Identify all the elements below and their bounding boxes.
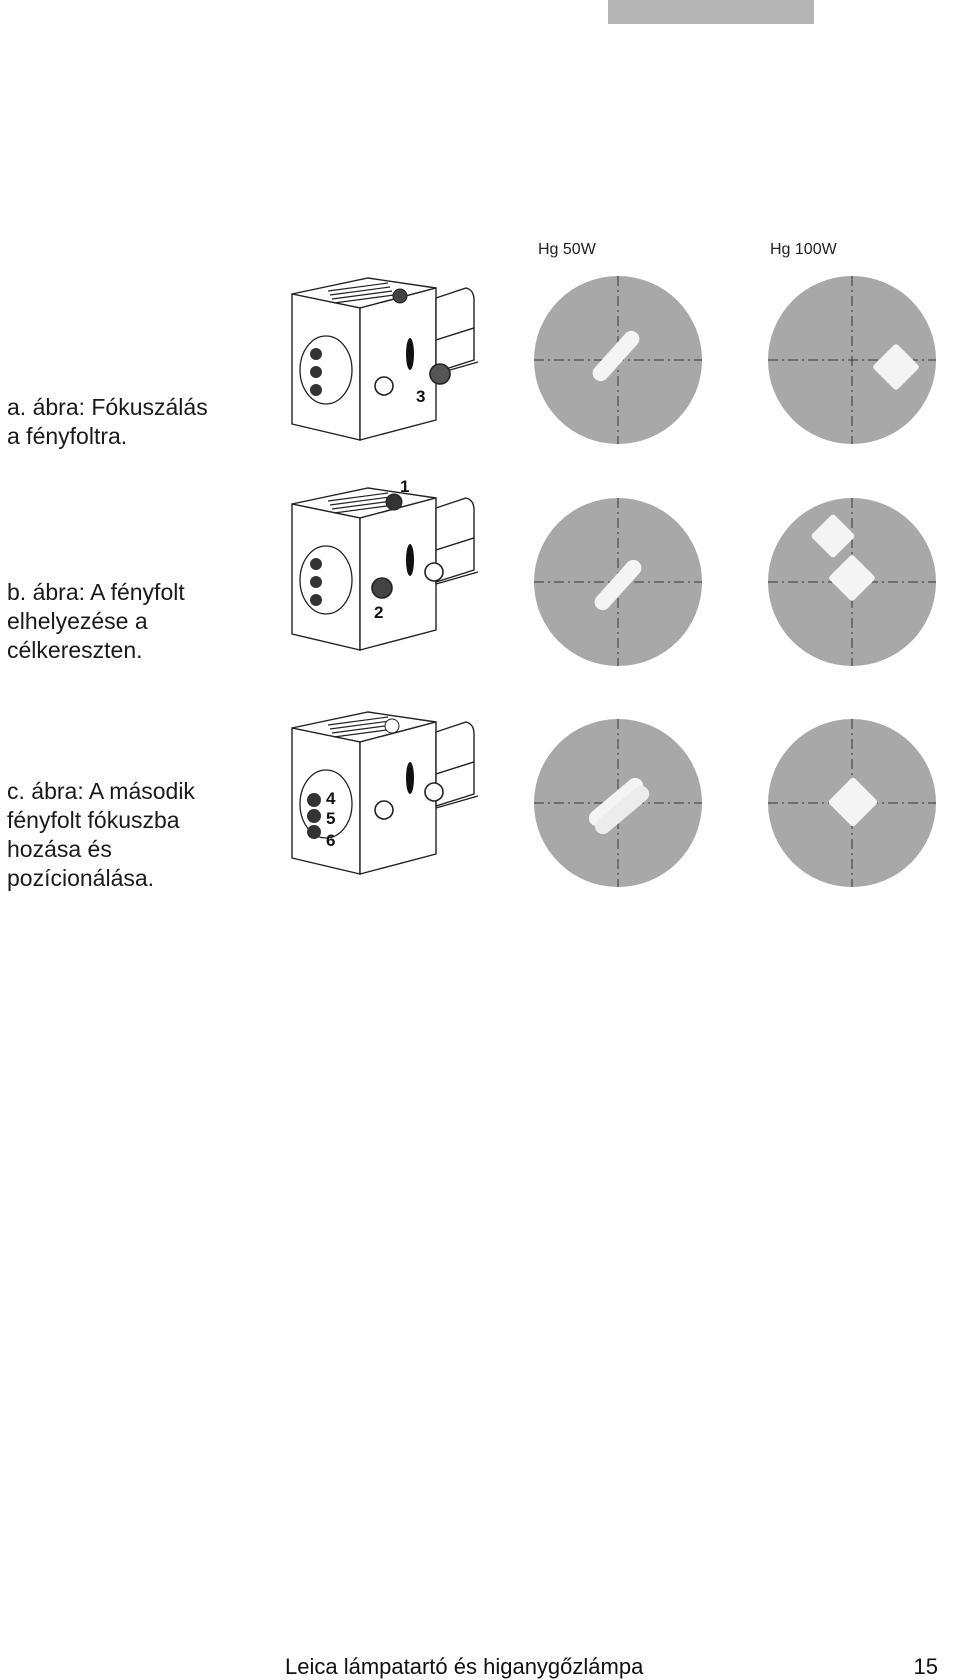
callout-5: 5	[326, 809, 336, 828]
caption-line: a. ábra: Fókuszálás	[7, 394, 208, 420]
figure-c-caption	[7, 777, 195, 893]
caption-line: hozása és	[7, 836, 112, 862]
callout-4: 4	[326, 789, 336, 808]
caption-line: fényfolt fókuszba	[7, 807, 180, 833]
spot-b-hg50	[533, 497, 703, 667]
figure-a-caption	[7, 393, 208, 451]
caption-line: pozícionálása.	[7, 865, 155, 891]
callout-1: 1	[400, 477, 410, 496]
header-tab-bar	[608, 0, 814, 24]
spot-c-hg100	[767, 718, 937, 888]
spot-a-hg100	[767, 275, 937, 445]
lamphouse-illustration-b	[288, 477, 488, 658]
caption-line: c. ábra: A második	[7, 778, 195, 804]
page-number: 15	[913, 1654, 938, 1679]
caption-line: a fényfoltra.	[7, 423, 128, 449]
footer-title: Leica lámpatartó és higanygőzlámpa	[285, 1654, 644, 1679]
lamphouse-illustration-a	[288, 278, 488, 448]
callout-3: 3	[416, 387, 426, 406]
lamphouse-illustration-c	[288, 712, 488, 882]
caption-line: célkereszten.	[7, 637, 143, 663]
callout-6: 6	[326, 831, 336, 850]
column-label-hg50: Hg 50W	[538, 241, 596, 258]
caption-line: b. ábra: A fényfolt	[7, 579, 185, 605]
callout-2: 2	[374, 603, 384, 622]
spot-a-hg50	[533, 275, 703, 445]
figure-b-caption	[7, 578, 185, 665]
spot-b-hg100	[767, 497, 937, 667]
caption-line: elhelyezése a	[7, 608, 148, 634]
spot-c-hg50	[533, 718, 703, 888]
column-label-hg100: Hg 100W	[770, 241, 837, 258]
